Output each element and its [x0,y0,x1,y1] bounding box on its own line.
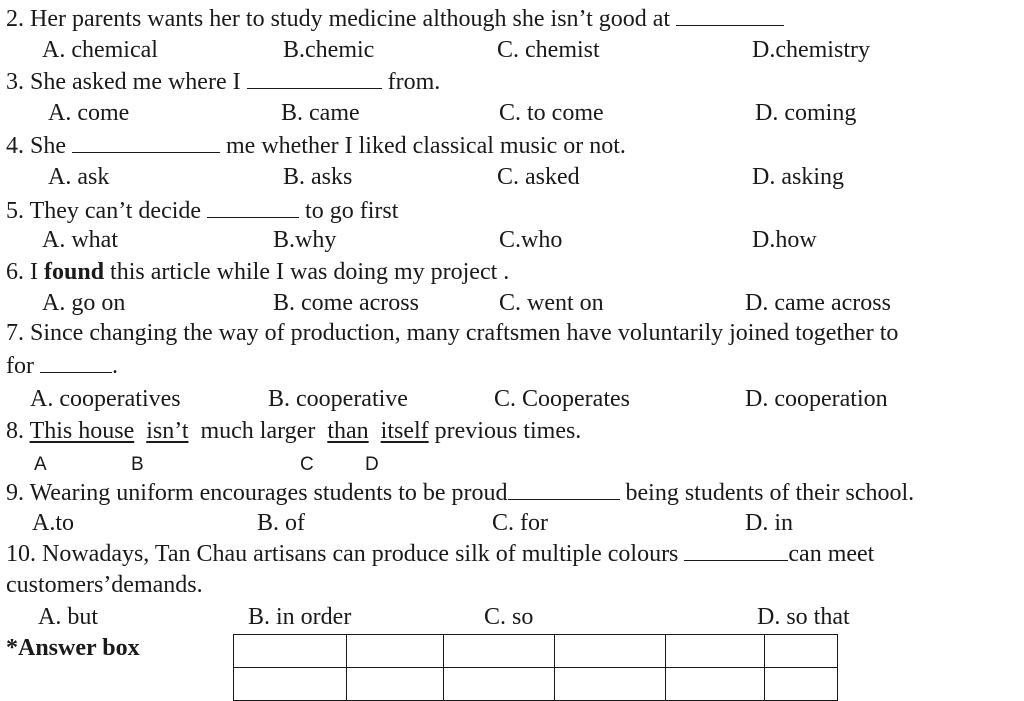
option-a: A. ask [48,164,110,190]
option-c: C. went on [499,290,604,316]
option-a: A. chemical [42,37,158,63]
answer-cell[interactable] [234,668,347,701]
question-stem-start: They can’t decide [29,198,202,224]
answer-cell[interactable] [765,635,838,668]
question-stem-bold: found [44,259,105,285]
question-6 [6,257,509,287]
question-stem-start: She [30,133,66,159]
question-8 [6,416,581,446]
question-stem: Her parents wants her to study medicine although she isn’t good at [30,6,671,32]
question-number: 8. [6,418,24,444]
marker-c: C [300,454,314,475]
question-stem-line2: customers’demands. [6,572,203,598]
question-4 [6,130,626,161]
question-number: 4. [6,133,24,159]
marker-b: B [131,454,144,475]
option-d: D.chemistry [752,37,870,63]
question-3 [6,66,440,97]
answer-box-table [233,634,838,701]
answer-blank [207,195,299,218]
answer-row [234,668,838,701]
answer-cell[interactable] [347,668,444,701]
option-b: B. asks [283,164,353,190]
question-number: 6. [6,259,24,285]
question-5 [6,195,398,226]
answer-cell[interactable] [555,635,666,668]
answer-cell[interactable] [347,635,444,668]
question-stem-end: . [111,353,118,379]
underlined-part-c: than [327,418,369,444]
option-c: C. for [492,510,548,536]
underlined-part-d: itself [380,418,429,444]
question-9 [6,477,914,508]
option-c: C. so [484,604,534,630]
answer-cell[interactable] [666,668,765,701]
question-stem-end: previous times. [434,418,582,444]
answer-blank [247,66,382,89]
marker-d: D [365,454,379,475]
option-d: D.how [752,227,817,253]
underlined-part-a: This house [29,418,135,444]
question-stem-end: this article while I was doing my project . [110,259,510,285]
answer-blank [684,538,788,561]
question-stem-end: me whether I liked classical music or not. [226,133,626,159]
question-stem-middle: much larger [200,418,316,444]
question-stem-start: She asked me where I [30,69,241,95]
answer-blank [72,130,220,153]
answer-cell[interactable] [765,668,838,701]
option-b: B.chemic [283,37,375,63]
option-a: A.to [32,510,74,536]
question-number: 5. [6,198,24,224]
question-7 [6,318,898,348]
option-c: C. to come [499,100,604,126]
option-b: B. come across [273,290,419,316]
option-d: D. coming [755,100,857,126]
option-d: D. came across [745,290,891,316]
question-stem-end: from. [387,69,441,95]
option-a: A. what [42,227,118,253]
option-d: D. asking [752,164,844,190]
question-stem-start: for [6,353,34,379]
question-number: 7. [6,320,24,346]
option-c: C. asked [497,164,580,190]
answer-cell[interactable] [444,668,555,701]
option-a: A. come [48,100,130,126]
option-a: A. cooperatives [30,386,181,412]
answer-blank [676,3,784,26]
option-b: B. cooperative [268,386,408,412]
question-number: 2. [6,6,24,32]
answer-cell[interactable] [555,668,666,701]
option-c: C.who [499,227,563,253]
underlined-part-b: isn’t [146,418,189,444]
answer-blank [508,477,620,500]
question-number: 9. [6,480,24,506]
option-b: B. came [281,100,360,126]
option-c: C. Cooperates [494,386,630,412]
question-7-continued [6,350,118,381]
question-stem-end: can meet [788,541,875,567]
option-b: B.why [273,227,337,253]
answer-row [234,635,838,668]
question-2 [6,3,784,34]
marker-a: A [34,454,47,475]
answer-box-label: *Answer box [6,635,140,661]
answer-cell[interactable] [666,635,765,668]
answer-blank [40,350,112,373]
question-stem-end: to go first [305,198,399,224]
question-10-continued [6,570,203,600]
question-number: 10. [6,541,36,567]
question-stem-start: Wearing uniform encourages students to be proud [29,480,508,506]
question-stem-start: I [30,259,38,285]
question-stem-end: being students of their school. [625,480,915,506]
option-b: B. of [257,510,305,536]
question-stem-start: Nowadays, Tan Chau artisans can produce silk of multiple colours [42,541,679,567]
question-stem-line1: Since changing the way of production, many craftsmen have voluntarily joined together to [30,320,899,346]
answer-cell[interactable] [234,635,347,668]
option-d: D. in [745,510,793,536]
question-number: 3. [6,69,24,95]
option-b: B. in order [248,604,352,630]
answer-cell[interactable] [444,635,555,668]
option-d: D. cooperation [745,386,888,412]
question-10 [6,538,874,569]
option-c: C. chemist [497,37,600,63]
option-d: D. so that [757,604,850,630]
option-a: A. go on [42,290,126,316]
option-a: A. but [38,604,98,630]
